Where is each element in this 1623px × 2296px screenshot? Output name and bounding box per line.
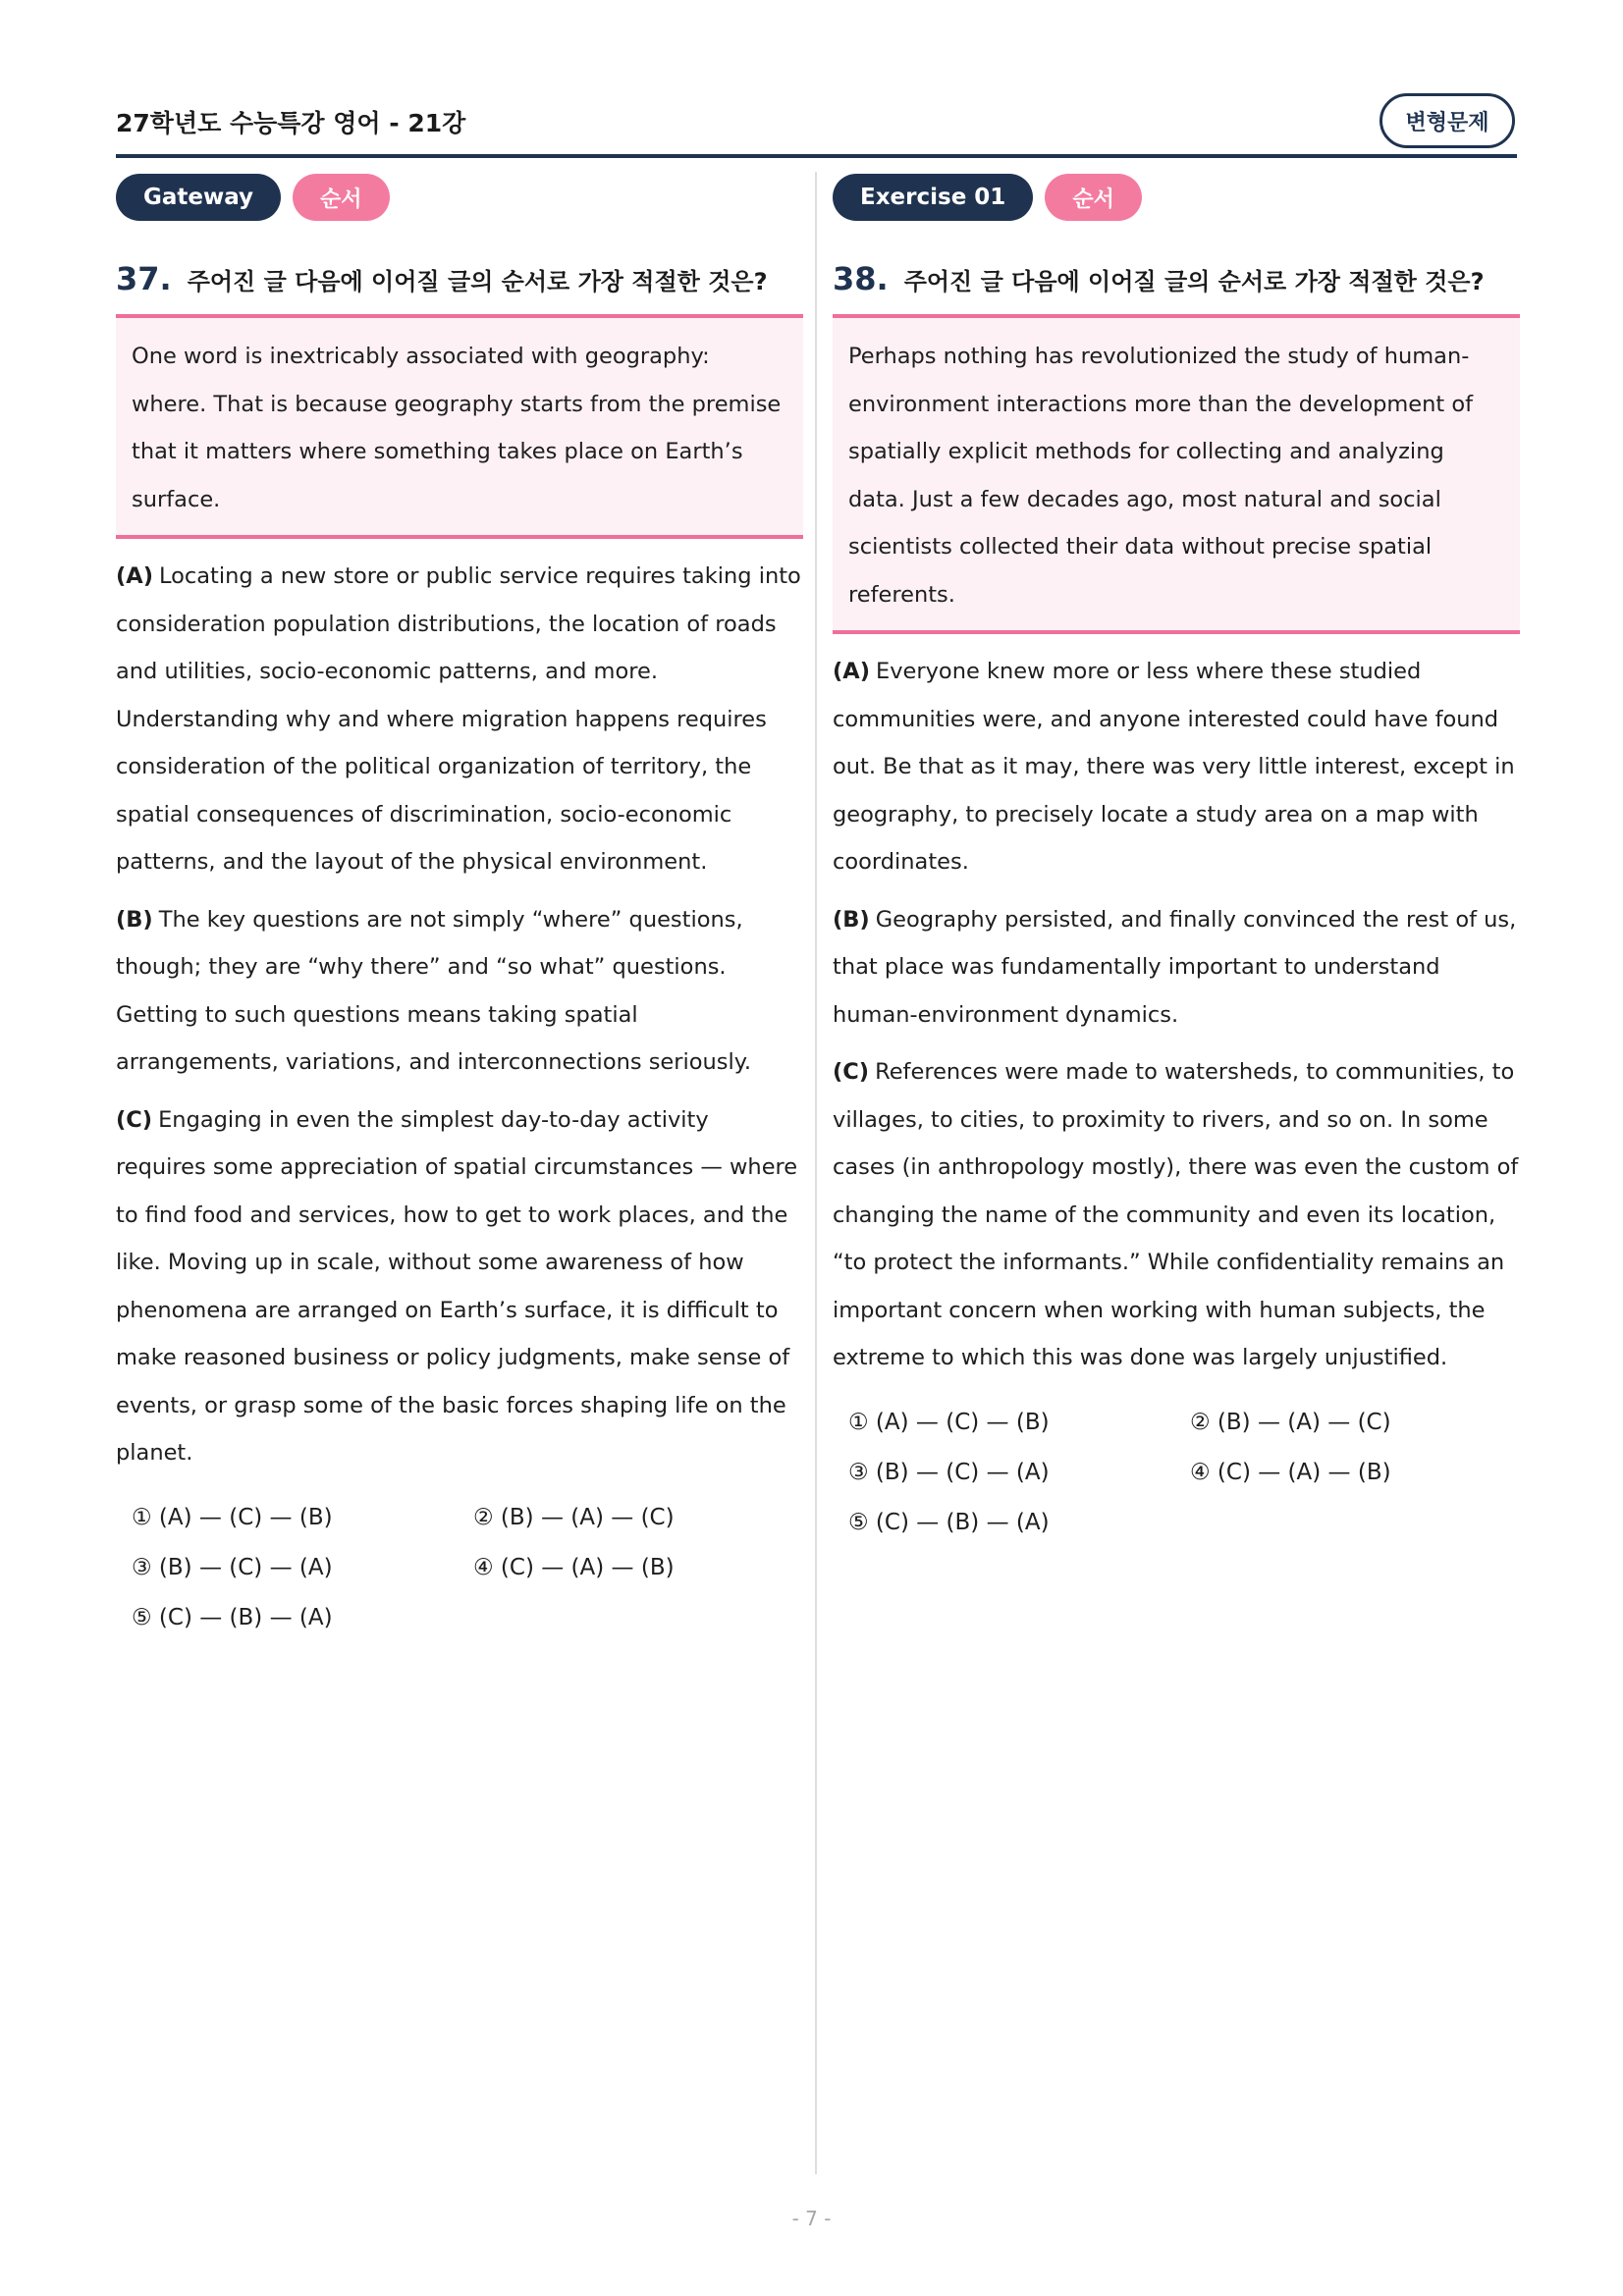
- choice-2[interactable]: ② (B) — (A) — (C): [473, 1504, 675, 1530]
- choice-5[interactable]: ⑤ (C) — (B) — (A): [848, 1509, 1050, 1535]
- given-passage: Perhaps nothing has revolutionized the study of human-environment interactions more than the development of spatially explicit methods for collecting and analyzing data. Just a few decades ago, most natural and social scientists collected their data without precise spatial referents.: [833, 318, 1520, 634]
- paragraph-a: [116, 553, 803, 886]
- choice-3[interactable]: ③ (B) — (C) — (A): [132, 1554, 333, 1580]
- left-question-column: [116, 174, 803, 1640]
- paragraph-text: Geography persisted, and finally convinced the rest of us, that place was fundamentally important to understand human-environment dynamics.: [833, 906, 1517, 1028]
- choice-4[interactable]: ④ (C) — (A) — (B): [1190, 1459, 1391, 1485]
- paragraph-label: (A): [833, 659, 870, 684]
- paragraph-b: [833, 896, 1520, 1040]
- question-heading: [116, 260, 803, 299]
- gateway-tag: Gateway: [116, 174, 281, 221]
- exercise-tag: Exercise 01: [833, 174, 1033, 221]
- variant-problem-badge: 변형문제: [1380, 93, 1515, 148]
- paragraph-text: Engaging in even the simplest day-to-day activity requires some appreciation of spatial circumstances — where to find food and services, how to get to work places, and the like. Moving up in scale, without some awareness of how phenomena are arranged on Earth’s surface, it is difficult to make reasoned business or policy judgments, make sense of events, or grasp some of the basic forces shaping life on the planet.: [116, 1106, 798, 1466]
- paragraph-text: References were made to watersheds, to communities, to villages, to cities, to proximity to rivers, and so on. In some cases (in anthropology mostly), there was even the custom of changing the name of the community and even its location, “to protect the informants.” While confidentiality remains an important concern when working with human subjects, the extreme to which this was done was largely unjustified.: [833, 1059, 1519, 1370]
- answer-choices: [833, 1400, 1520, 1545]
- paragraph-label: (A): [116, 563, 153, 589]
- choice-1[interactable]: ① (A) — (C) — (B): [848, 1409, 1050, 1435]
- question-type-tag: 순서: [293, 174, 390, 221]
- question-prompt: 주어진 글 다음에 이어질 글의 순서로 가장 적절한 것은?: [903, 268, 1485, 295]
- paragraph-label: (B): [116, 906, 153, 933]
- question-prompt: 주어진 글 다음에 이어질 글의 순서로 가장 적절한 것은?: [187, 268, 768, 295]
- question-type-tag: 순서: [1045, 174, 1142, 221]
- paragraph-label: (C): [116, 1106, 153, 1133]
- paragraph-c: [833, 1048, 1520, 1382]
- choice-4[interactable]: ④ (C) — (A) — (B): [473, 1554, 675, 1580]
- question-number: 37.: [116, 260, 172, 297]
- answer-choices: [116, 1495, 803, 1640]
- header-divider: [116, 154, 1517, 158]
- given-passage: One word is inextricably associated with geography: where. That is because geography starts from the premise that it matters where something takes place on Earth’s surface.: [116, 318, 803, 539]
- choice-1[interactable]: ① (A) — (C) — (B): [132, 1504, 333, 1530]
- left-tag-row: [116, 174, 803, 221]
- question-number: 38.: [833, 260, 889, 297]
- paragraph-text: The key questions are not simply “where” questions, though; they are “why there” and “so what” questions. Getting to such questions means taking spatial arrangements, variations, and interconnections seriously.: [116, 906, 752, 1075]
- question-heading: [833, 260, 1520, 299]
- choice-5[interactable]: ⑤ (C) — (B) — (A): [132, 1604, 333, 1630]
- page-title: 27학년도 수능특강 영어 - 21강: [116, 109, 466, 137]
- paragraph-text: Locating a new store or public service requires taking into consideration population distributions, the location of roads and utilities, socio-economic patterns, and more. Understanding why and where migration happens requires consideration of the political organization of territory, the spatial consequences of discrimination, socio-economic patterns, and the layout of the physical environment.: [116, 563, 801, 875]
- right-question-column: [833, 174, 1520, 1545]
- choice-3[interactable]: ③ (B) — (C) — (A): [848, 1459, 1050, 1485]
- paragraph-c: [116, 1096, 803, 1477]
- paragraph-b: [116, 896, 803, 1087]
- page-number: - 7 -: [791, 2207, 832, 2230]
- paragraph-label: (C): [833, 1059, 870, 1085]
- right-tag-row: [833, 174, 1520, 221]
- column-divider: [815, 172, 817, 2174]
- paragraph-a: [833, 648, 1520, 886]
- choice-2[interactable]: ② (B) — (A) — (C): [1190, 1409, 1391, 1435]
- paragraph-text: Everyone knew more or less where these studied communities were, and anyone interested could have found out. Be that as it may, there was very little interest, except in geography, to precisely locate a study area on a map with coordinates.: [833, 659, 1515, 875]
- paragraph-label: (B): [833, 906, 870, 933]
